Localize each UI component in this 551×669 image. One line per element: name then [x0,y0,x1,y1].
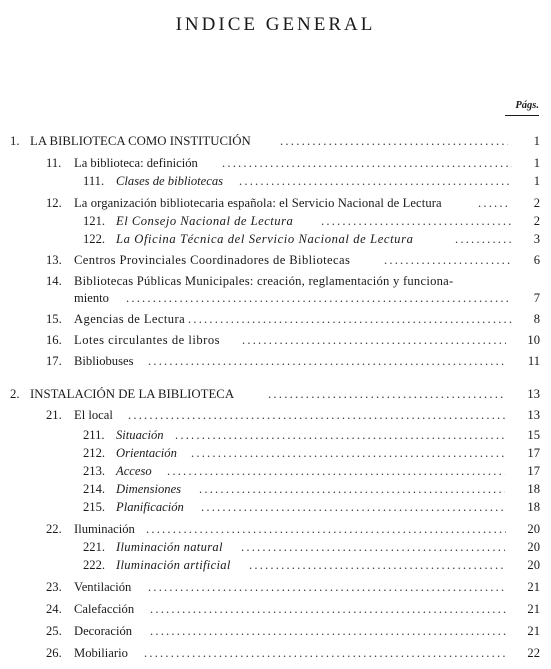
entry-label: Orientación [116,446,177,460]
entry-label: Iluminación natural [116,540,223,554]
entry-number: 212. [83,446,106,460]
entry-label: Clases de bibliotecas [116,174,224,188]
toc-entry-221 [83,539,540,555]
entry-page: 7 [533,291,540,305]
entry-page: 15 [527,428,540,442]
entry-label: La Oficina Técnica del Servicio Nacional de Lectura [116,232,414,246]
entry-page: 2 [533,214,540,228]
entry-number: 111. [83,174,105,188]
entry-number: 222. [83,558,106,572]
toc-entry-11 [46,155,540,171]
entry-number: 22. [46,522,62,536]
entry-label: La biblioteca: definición [74,156,198,170]
entry-label: Bibliobuses [74,354,134,368]
dot-leader [280,133,508,149]
entry-label: Ventilación [74,580,132,594]
entry-label: Agencias de Lectura [74,312,186,326]
dot-leader [201,499,505,515]
dot-leader [222,155,512,171]
entry-page: 6 [533,253,540,267]
toc-entry-1 [10,133,540,149]
toc-entry-12 [46,195,540,211]
entry-number: 14. [46,274,62,288]
toc-entry-122 [83,231,540,247]
entry-label-continued: miento [74,291,109,305]
entry-page: 8 [533,312,540,326]
dot-leader [199,481,505,497]
entry-number: 122. [83,232,106,246]
entry-page: 2 [533,196,540,210]
dot-leader [148,579,506,595]
toc-entry-25 [46,623,540,639]
entry-number: 215. [83,500,106,514]
pages-column-header: Págs. [515,100,539,111]
toc-entry-222 [83,557,540,573]
dot-leader [150,623,506,639]
entry-label: Bibliotecas Públicas Municipales: creación, reglamentación y funciona- [74,274,454,288]
dot-leader [144,645,506,661]
entry-number: 214. [83,482,106,496]
toc-entry-111 [83,173,540,189]
entry-number: 21. [46,408,62,422]
dot-leader [150,601,506,617]
entry-number: 2. [10,387,20,401]
dot-leader [384,252,512,268]
toc-entry-212 [83,445,540,461]
toc-entry-2 [10,386,540,402]
toc-entry-21 [46,407,540,423]
toc-entry-24 [46,601,540,617]
entry-label: El Consejo Nacional de Lectura [116,214,294,228]
dot-leader [191,445,505,461]
entry-label: Iluminación artificial [116,558,231,572]
dot-leader [148,353,506,369]
entry-label: Dimensiones [116,482,182,496]
entry-page: 18 [527,482,540,496]
entry-number: 13. [46,253,62,267]
entry-number: 211. [83,428,105,442]
dot-leader [167,463,505,479]
entry-number: 23. [46,580,62,594]
entry-page: 21 [527,624,540,638]
dot-leader [478,195,508,211]
entry-page: 20 [527,540,540,554]
entry-page: 20 [527,558,540,572]
toc-entry-13 [46,252,540,268]
dot-leader [242,332,506,348]
entry-page: 1 [533,156,540,170]
entry-label: Mobiliario [74,646,128,660]
dot-leader [241,539,505,555]
toc-entry-22 [46,521,540,537]
dot-leader [128,407,506,423]
toc-entry-214 [83,481,540,497]
entry-page: 10 [527,333,540,347]
dot-leader [146,521,506,537]
toc-entry-16 [46,332,540,348]
dot-leader [126,290,512,306]
entry-page: 13 [527,408,540,422]
entry-page: 13 [527,387,540,401]
entry-page: 11 [527,354,540,368]
entry-label: Decoración [74,624,133,638]
toc-entry-26 [46,645,540,661]
entry-number: 221. [83,540,106,554]
entry-label: Situación [116,428,164,442]
entry-label: Lotes circulantes de libros [74,333,221,347]
dot-leader [249,557,505,573]
entry-page: 17 [527,464,540,478]
entry-label: Acceso [116,464,152,478]
entry-label: Iluminación [74,522,135,536]
entry-page: 22 [527,646,540,660]
entry-page: 1 [533,174,540,188]
toc-entry-121 [83,213,540,229]
toc-entry-211 [83,427,540,443]
toc-entry-215 [83,499,540,515]
entry-page: 21 [527,602,540,616]
dot-leader [239,173,511,189]
dot-leader [321,213,511,229]
dot-leader [455,231,511,247]
entry-label: El local [74,408,113,422]
entry-number: 16. [46,333,62,347]
entry-page: 3 [533,232,540,246]
toc-entry-14 [46,273,540,307]
entry-label: LA BIBLIOTECA COMO INSTITUCIÓN [30,134,251,148]
dot-leader [268,386,506,402]
entry-number: 25. [46,624,62,638]
entry-number: 1. [10,134,20,148]
entry-number: 12. [46,196,62,210]
entry-label: Planificación [116,500,184,514]
entry-number: 213. [83,464,106,478]
entry-number: 15. [46,312,62,326]
toc-entry-23 [46,579,540,595]
entry-number: 24. [46,602,62,616]
toc-entry-17 [46,353,540,369]
entry-page: 17 [527,446,540,460]
dot-leader [175,427,505,443]
pages-header-rule [505,115,539,116]
dot-leader [188,311,512,327]
entry-number: 11. [46,156,62,170]
toc-entry-213 [83,463,540,479]
entry-label: La organización bibliotecaria española: el Servicio Nacional de Lectura [74,196,442,210]
entry-number: 121. [83,214,106,228]
toc-entry-15 [46,311,540,327]
index-title: INDICE GENERAL [175,14,376,35]
entry-number: 17. [46,354,62,368]
entry-label: Centros Provinciales Coordinadores de Bibliotecas [74,253,351,267]
entry-page: 1 [533,134,540,148]
entry-page: 18 [527,500,540,514]
entry-label: Calefacción [74,602,135,616]
entry-page: 21 [527,580,540,594]
entry-number: 26. [46,646,62,660]
entry-page: 20 [527,522,540,536]
entry-label: INSTALACIÓN DE LA BIBLIOTECA [30,387,235,401]
